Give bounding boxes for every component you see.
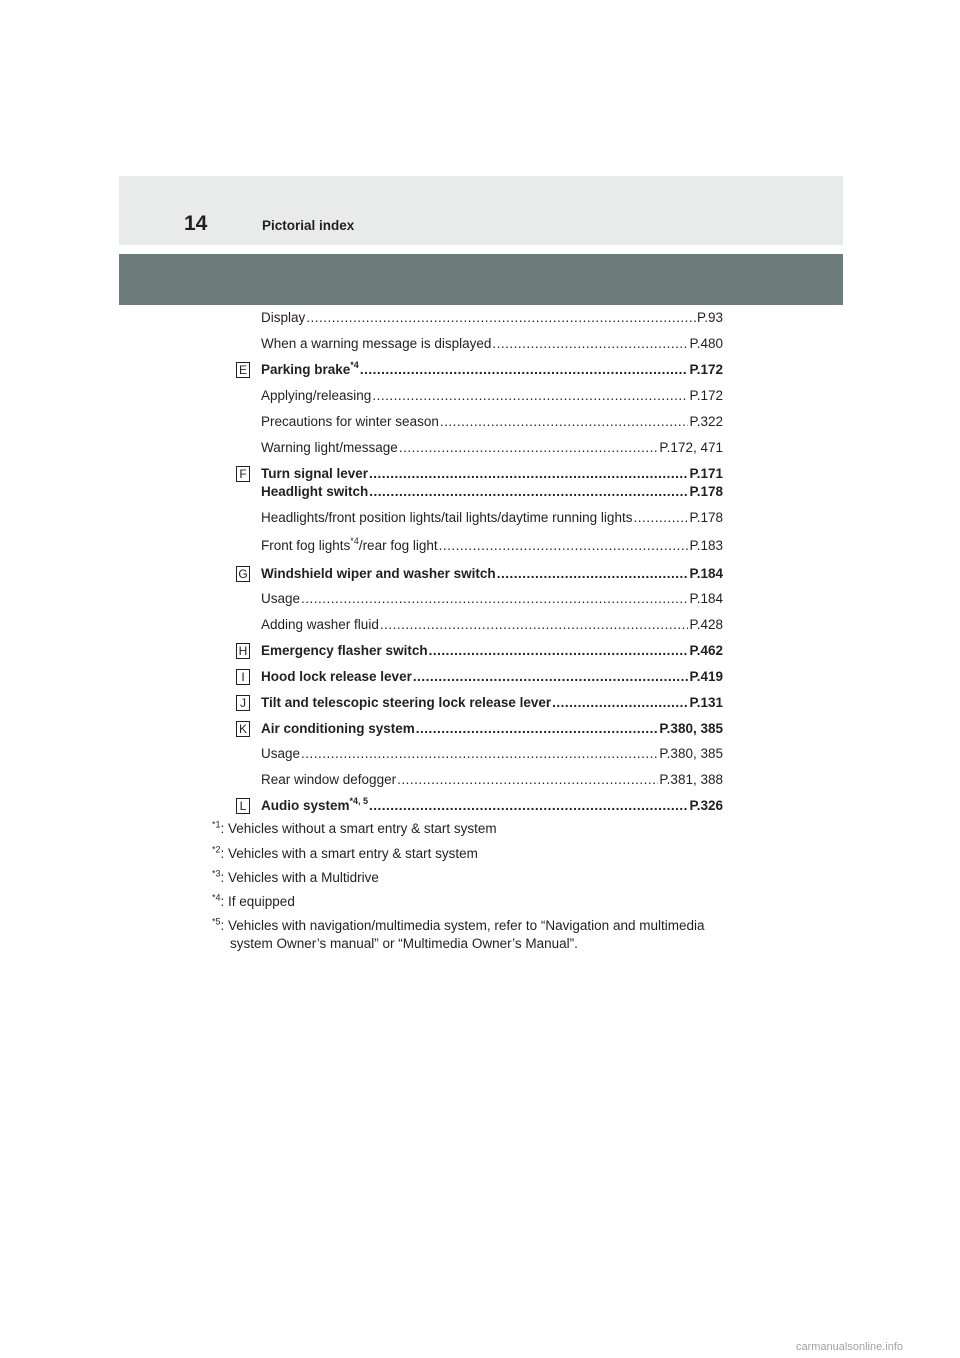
entry-label: Usage: [261, 746, 301, 761]
callout-letter-badge: H: [236, 643, 250, 659]
leader-dots: [440, 413, 689, 431]
section-title: Pictorial index: [262, 218, 355, 233]
page-number: 14: [184, 212, 208, 235]
entry-label: Adding washer fluid: [261, 617, 379, 632]
entry-label: Headlight switch: [261, 484, 369, 499]
entry-label: Turn signal lever: [261, 466, 369, 481]
entry-label: Front fog lights$^{*4}$/rear fog light: [261, 535, 438, 553]
index-entry[interactable]: [261, 720, 723, 738]
index-entry[interactable]: [261, 565, 723, 583]
page-reference[interactable]: P.183: [689, 538, 723, 553]
entry-label: Windshield wiper and washer switch: [261, 566, 496, 581]
callout-letter-badge: E: [236, 362, 250, 378]
index-entry[interactable]: [261, 642, 723, 660]
index-entry[interactable]: [261, 509, 723, 527]
leader-dots: [301, 590, 688, 608]
callout-letter-badge: G: [236, 566, 250, 582]
entry-label: Audio system$^{*4, 5}$: [261, 795, 369, 813]
index-entry[interactable]: [261, 483, 723, 501]
footnote: $^{*1}$: Vehicles without a smart entry & start system: [212, 819, 497, 836]
index-entry[interactable]: [261, 590, 723, 608]
leader-dots: [399, 439, 659, 457]
page-reference[interactable]: P.326: [689, 798, 723, 813]
leader-dots: [360, 361, 689, 379]
footnote-ref: *4: [350, 359, 359, 370]
leader-dots: [552, 694, 688, 712]
leader-dots: [369, 465, 688, 483]
callout-letter-badge: I: [236, 669, 250, 685]
page-reference[interactable]: P.184: [689, 566, 723, 581]
callout-letter-badge: F: [236, 466, 250, 482]
callout-letter-badge: J: [236, 695, 250, 711]
leader-dots: [413, 668, 689, 686]
leader-dots: [429, 642, 689, 660]
page-reference[interactable]: P.131: [689, 695, 723, 710]
index-entry[interactable]: [261, 694, 723, 712]
leader-dots: [397, 771, 658, 789]
watermark: carmanualsonline.info: [796, 1341, 904, 1353]
page-reference[interactable]: P.172, 471: [659, 440, 723, 455]
section-band: [119, 254, 843, 305]
page-reference[interactable]: P.380, 385: [659, 721, 723, 736]
page-reference[interactable]: P.380, 385: [659, 746, 723, 761]
page-reference[interactable]: P.381, 388: [659, 772, 723, 787]
leader-dots: [416, 720, 659, 738]
page-reference[interactable]: P.178: [689, 510, 723, 525]
leader-dots: [301, 745, 658, 763]
footnote-ref: *4, 5: [349, 795, 369, 806]
page-reference[interactable]: P.322: [689, 414, 723, 429]
footnote-mark: *4: [212, 892, 221, 903]
footnote: $^{*3}$: Vehicles with a Multidrive: [212, 868, 379, 885]
footnote-mark: *2: [212, 844, 221, 855]
entry-label: Parking brake$^{*4}$: [261, 359, 359, 377]
page-reference[interactable]: P.172: [689, 362, 723, 377]
leader-dots: [439, 537, 689, 555]
index-entry[interactable]: [261, 465, 723, 483]
page-reference[interactable]: P.480: [689, 336, 723, 351]
page-reference[interactable]: P.93: [696, 310, 723, 325]
page-reference[interactable]: P.171: [689, 466, 723, 481]
entry-label: When a warning message is displayed: [261, 336, 492, 351]
page-reference[interactable]: P.184: [689, 591, 723, 606]
entry-label: Precautions for winter season: [261, 414, 439, 429]
index-entry[interactable]: [261, 797, 723, 815]
index-entry[interactable]: [261, 361, 723, 379]
leader-dots: [306, 309, 696, 327]
entry-label: Warning light/message: [261, 440, 398, 455]
callout-letter-badge: K: [236, 721, 250, 737]
callout-letter-badge: L: [236, 798, 250, 814]
footnote: $^{*4}$: If equipped: [212, 892, 295, 909]
index-entry[interactable]: [261, 413, 723, 431]
index-entry[interactable]: [261, 309, 723, 327]
page-reference[interactable]: P.178: [689, 484, 723, 499]
footnote-mark: *3: [212, 868, 221, 879]
entry-label: Emergency flasher switch: [261, 643, 428, 658]
leader-dots: [372, 387, 688, 405]
entry-label: Tilt and telescopic steering lock release lever: [261, 695, 552, 710]
footnote: $^{*2}$: Vehicles with a smart entry & start system: [212, 844, 478, 861]
leader-dots: [369, 483, 688, 501]
leader-dots: [497, 565, 689, 583]
entry-label: Usage: [261, 591, 301, 606]
leader-dots: [492, 335, 688, 353]
page-reference[interactable]: P.172: [689, 388, 723, 403]
entry-label: Air conditioning system: [261, 721, 415, 736]
page-reference[interactable]: P.462: [689, 643, 723, 658]
index-entry[interactable]: [261, 439, 723, 457]
index-entry[interactable]: [261, 335, 723, 353]
entry-label: Hood lock release lever: [261, 669, 412, 684]
index-entry[interactable]: [261, 537, 723, 555]
header-band: [119, 176, 843, 245]
leader-dots: [369, 797, 688, 815]
index-entry[interactable]: [261, 745, 723, 763]
leader-dots: [633, 509, 688, 527]
entry-label: Applying/releasing: [261, 388, 372, 403]
index-entry[interactable]: [261, 387, 723, 405]
footnote-mark: *5: [212, 916, 221, 927]
page-reference[interactable]: P.428: [689, 617, 723, 632]
entry-label: Display: [261, 310, 306, 325]
index-entry[interactable]: [261, 616, 723, 634]
page-reference[interactable]: P.419: [689, 669, 723, 684]
entry-label: Headlights/front position lights/tail lights/daytime running lights: [261, 510, 633, 525]
footnote-ref: *4: [350, 535, 359, 546]
footnote-mark: *1: [212, 819, 221, 830]
entry-label: Rear window defogger: [261, 772, 397, 787]
leader-dots: [380, 616, 689, 634]
index-entry[interactable]: [261, 771, 723, 789]
index-entry[interactable]: [261, 668, 723, 686]
footnote: $^{*5}$: Vehicles with navigation/multimedia system, refer to “Navigation and multimedia system Owner’s manual” or “Multimedia Owner’s Manual”.: [212, 916, 705, 951]
